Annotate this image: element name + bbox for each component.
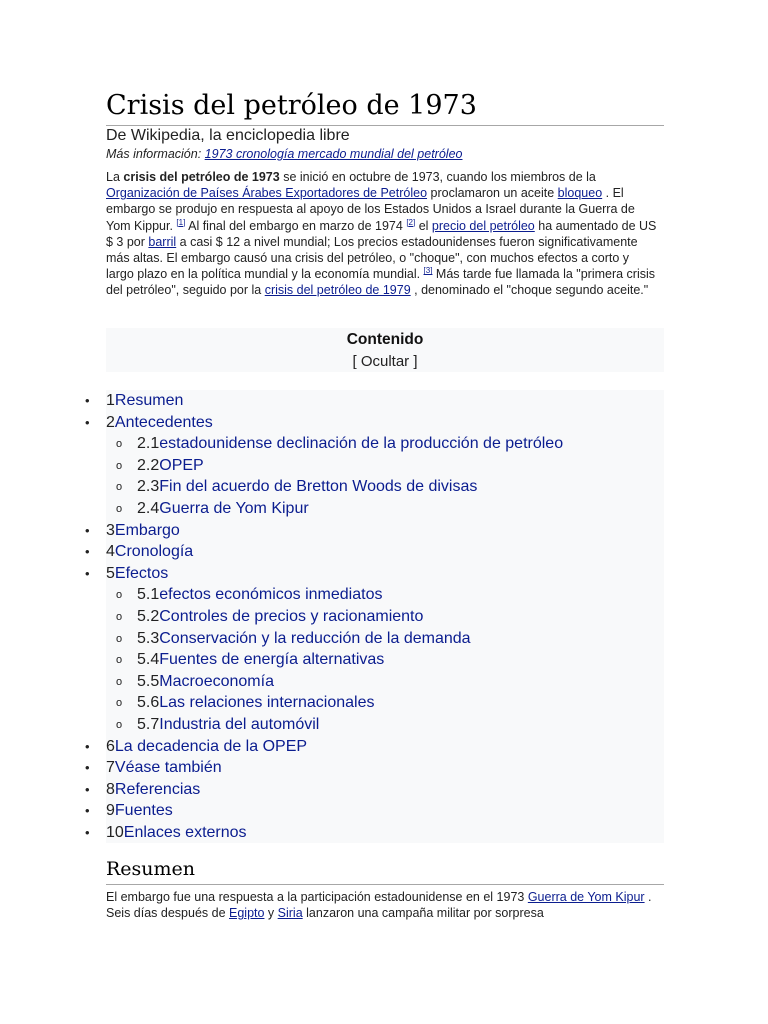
toc-item-number: 4 <box>106 543 115 561</box>
toc-item-number: 1 <box>106 392 115 409</box>
bullet-icon: • <box>85 522 90 538</box>
circle-bullet-icon: o <box>116 502 123 515</box>
toc-item-label[interactable]: Fuentes de energía alternativas <box>159 651 385 669</box>
toc-item[interactable] <box>85 412 664 434</box>
ref-link-2[interactable]: [2] <box>406 217 416 227</box>
bullet-icon: • <box>85 393 90 408</box>
toc-item[interactable] <box>106 498 664 520</box>
toc-item-number: 5.4 <box>137 651 160 669</box>
toc-item-label[interactable]: Enlaces externos <box>123 823 247 841</box>
intro-text: La <box>106 170 124 184</box>
ref-link-3[interactable]: [3] <box>423 266 433 276</box>
toc-item[interactable] <box>85 757 664 779</box>
intro-bold-term: crisis del petróleo de 1973 <box>123 170 280 184</box>
toc-item-number: 5.3 <box>137 629 160 647</box>
toc-item-number: 5.5 <box>137 672 160 690</box>
circle-bullet-icon: o <box>116 481 123 494</box>
toc-item[interactable] <box>106 476 664 498</box>
toc-item-number: 2.1 <box>137 435 160 453</box>
toc-item-number: 8 <box>106 780 115 798</box>
bullet-icon: • <box>85 803 90 819</box>
toc-item-number: 5.1 <box>137 586 160 604</box>
toc-item-number: 9 <box>106 802 115 820</box>
toc-item-label[interactable]: estadounidense declinación de la producción de petróleo <box>159 435 564 453</box>
toc-item-label[interactable]: Macroeconomía <box>159 672 274 690</box>
bullet-icon: • <box>85 565 90 581</box>
toc-item[interactable] <box>85 736 664 758</box>
intro-text: se inició en octubre de 1973, cuando los miembros de la <box>279 170 596 184</box>
intro-text: Al final del embargo en marzo de 1974 <box>185 218 407 233</box>
page-subtitle: De Wikipedia, la enciclopedia libre <box>106 127 350 144</box>
more-info-link[interactable]: 1973 cronología mercado mundial del petróleo <box>204 147 463 161</box>
bullet-icon: • <box>85 544 90 560</box>
section-heading-resumen: Resumen <box>106 856 664 885</box>
toc-item-label[interactable]: Embargo <box>114 521 180 539</box>
toc-item-number: 6 <box>106 737 115 755</box>
intro-text: proclamaron un aceite <box>427 186 558 201</box>
toc-item-label[interactable]: Controles de precios y racionamiento <box>159 607 424 625</box>
toc-item[interactable] <box>106 584 664 606</box>
toc-item-number: 5.2 <box>137 607 160 625</box>
toc-item-label[interactable]: OPEP <box>159 456 204 474</box>
intro-text: Más tarde fue llamada la "primera crisis del petróleo", seguido por la <box>106 267 656 298</box>
toc-item[interactable] <box>106 433 664 455</box>
intro-text: a casi $ 12 a nivel mundial; Los precios estadounidenses fueron significativamente más altas. El embargo causó una crisis del petróleo, o "choque", con muchos efectos a corto y largo plazo en la política mundial y la economía mundial. <box>106 234 638 282</box>
intro-text: el <box>415 218 432 233</box>
toc-item-label[interactable]: Fuentes <box>114 802 173 820</box>
toc-item[interactable] <box>85 779 664 801</box>
link-siria[interactable]: Siria <box>277 906 303 921</box>
toc-item[interactable] <box>85 390 664 412</box>
circle-bullet-icon: o <box>116 589 123 602</box>
toc-item-label[interactable]: Fin del acuerdo de Bretton Woods de divisas <box>159 478 478 496</box>
toc-item[interactable] <box>85 520 664 542</box>
toc-item-number: 2 <box>106 413 115 431</box>
toc-item[interactable] <box>85 563 664 585</box>
circle-bullet-icon: o <box>116 718 123 731</box>
toc-item-number: 2.4 <box>137 499 160 517</box>
intro-text: ha aumentado de US $ 3 por <box>106 218 657 249</box>
ref-link-1[interactable]: [1] <box>176 217 186 227</box>
toc-item[interactable] <box>106 692 664 714</box>
bullet-icon: • <box>85 760 90 776</box>
link-crisis-1979[interactable]: crisis del petróleo de 1979 <box>264 283 411 298</box>
toc-item-label[interactable]: Antecedentes <box>114 413 213 431</box>
toc-item-number: 2.3 <box>137 478 160 496</box>
toc-item[interactable] <box>106 606 664 628</box>
toc-item-number: 3 <box>106 521 115 539</box>
toc-item[interactable] <box>85 800 664 822</box>
toc-item-label[interactable]: Industria del automóvil <box>159 715 320 733</box>
toc-item-number: 7 <box>106 759 115 777</box>
toc-item-label[interactable]: Efectos <box>114 564 169 582</box>
toc-hide-toggle[interactable]: [ Ocultar ] <box>352 353 418 370</box>
toc-item[interactable] <box>106 714 664 736</box>
resumen-text: El embargo fue una respuesta a la participación estadounidense en el 1973 <box>106 890 528 904</box>
toc-item-label[interactable]: Referencias <box>114 780 201 798</box>
resumen-paragraph <box>106 889 658 921</box>
toc-item[interactable] <box>85 541 664 563</box>
resumen-text: y <box>264 906 278 921</box>
circle-bullet-icon: o <box>116 610 123 623</box>
circle-bullet-icon: o <box>116 438 123 451</box>
intro-paragraph <box>106 169 658 299</box>
toc-item-number: 5.7 <box>137 715 160 733</box>
toc-title: Contenido <box>346 331 424 348</box>
toc-item[interactable] <box>106 649 664 671</box>
circle-bullet-icon: o <box>116 697 123 710</box>
link-precio-petroleo[interactable]: precio del petróleo <box>431 218 535 233</box>
circle-bullet-icon: o <box>116 459 123 472</box>
link-egipto[interactable]: Egipto <box>229 906 265 921</box>
toc-item-number: 10 <box>106 823 124 841</box>
toc-item-label[interactable]: Cronología <box>114 543 194 561</box>
link-oapec[interactable]: Organización de Países Árabes Exportadores de Petróleo <box>106 186 428 201</box>
toc-item-number: 5.6 <box>137 694 160 712</box>
link-bloqueo[interactable]: bloqueo <box>557 186 603 201</box>
circle-bullet-icon: o <box>116 632 123 645</box>
more-info-label: Más información: <box>106 147 202 161</box>
toc-item[interactable] <box>106 628 664 650</box>
link-guerra-yom-kipur[interactable]: Guerra de Yom Kipur <box>527 890 645 904</box>
bullet-icon: • <box>85 824 90 840</box>
toc-item-label[interactable]: Guerra de Yom Kipur <box>159 499 309 517</box>
bullet-icon: • <box>85 414 90 430</box>
resumen-text: . Seis días después de <box>106 890 652 921</box>
toc-item[interactable] <box>106 671 664 693</box>
toc-item-number: 5 <box>106 564 115 582</box>
toc-item-number: 2.2 <box>137 456 160 474</box>
circle-bullet-icon: o <box>116 654 123 667</box>
intro-text: . El embargo se produjo en respuesta al apoyo de los Estados Unidos a Israel durante la Guerra de Yom Kippur. <box>106 186 635 233</box>
toc-item-label[interactable]: Conservación y la reducción de la demanda <box>159 629 471 647</box>
toc-item-label[interactable]: Resumen <box>114 392 184 409</box>
toc-box <box>106 328 664 372</box>
page-title: Crisis del petróleo de 1973 <box>106 88 664 126</box>
bullet-icon: • <box>85 781 90 797</box>
toc-item-label[interactable]: efectos económicos inmediatos <box>159 586 383 604</box>
toc-item-label[interactable]: La decadencia de la OPEP <box>114 737 308 755</box>
circle-bullet-icon: o <box>116 675 123 688</box>
toc-item[interactable] <box>85 822 664 844</box>
link-barril[interactable]: barril <box>148 234 177 249</box>
bullet-icon: • <box>85 738 90 754</box>
intro-text: , denominado el "choque segundo aceite." <box>410 283 649 298</box>
toc-item-label[interactable]: Véase también <box>114 759 222 777</box>
toc-item[interactable] <box>106 455 664 477</box>
resumen-text: lanzaron una campaña militar por sorpresa <box>302 906 544 921</box>
more-info-note <box>106 147 462 161</box>
toc-list <box>85 390 664 843</box>
toc-item-label[interactable]: Las relaciones internacionales <box>159 694 375 712</box>
